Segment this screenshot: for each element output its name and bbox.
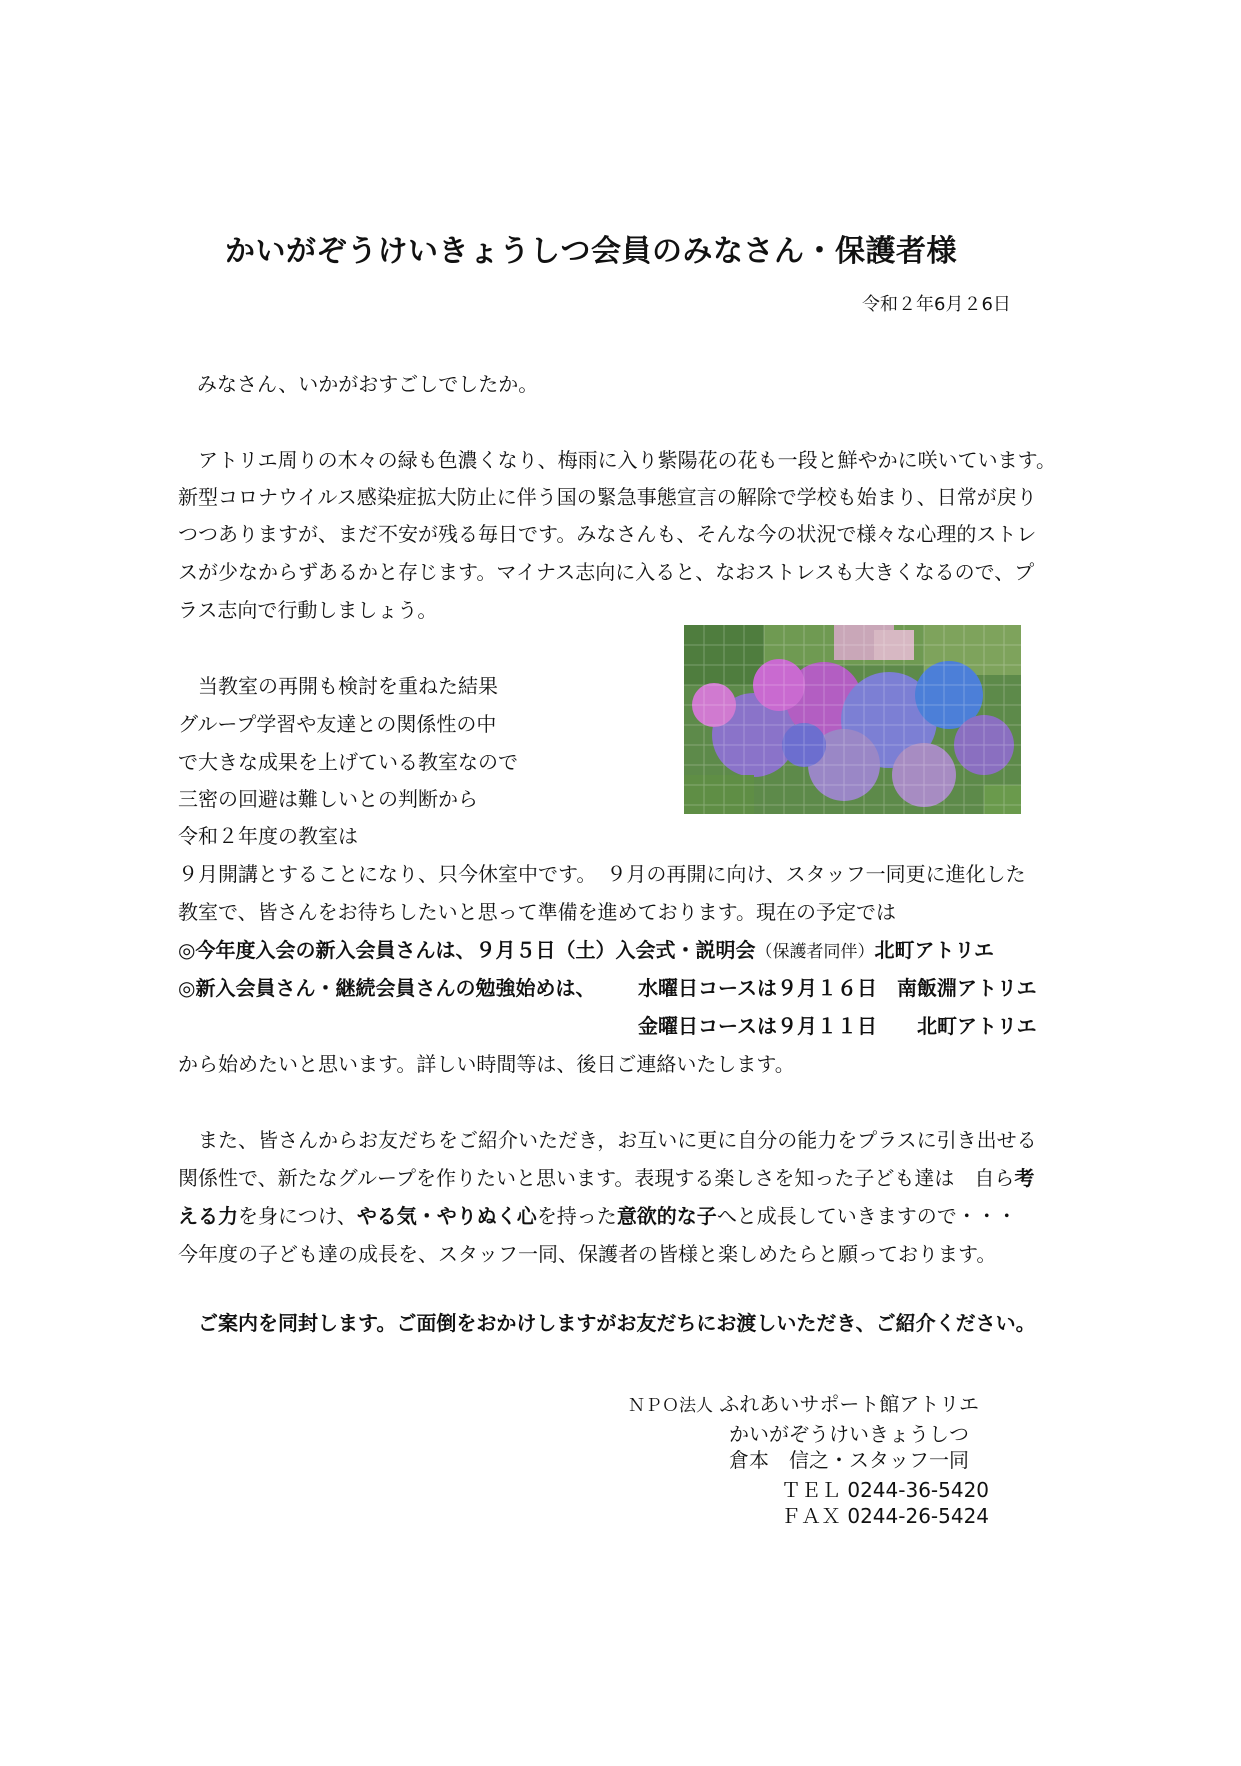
para2-line: 令和２年度の教室は xyxy=(178,824,358,848)
para1-line: スが少なからずあるかと存じます。マイナス志向に入ると、なおストレスも大きくなるので、プ xyxy=(178,560,1035,584)
para2-line: 三密の回避は難しいとの判断から xyxy=(178,787,478,811)
after-schedule: から始めたいと思います。詳しい時間等は、後日ご連絡いたします。 xyxy=(178,1052,795,1076)
schedule-line-3: 金曜日コースは９月１１日 北町アトリエ xyxy=(638,1014,1037,1038)
signature-org-type: ＮＰＯ法人 xyxy=(628,1396,713,1416)
schedule-note: （保護者同伴） xyxy=(755,942,875,962)
signature-school: かいがぞうけいきょうしつ xyxy=(729,1422,969,1446)
para3-emphasis: 意欲的な子 xyxy=(616,1204,717,1228)
closing-note: ご案内を同封します。ご面倒をおかけしますがお友だちにお渡しいただき、ご紹介ください。 xyxy=(198,1311,1036,1335)
para3-emphasis: やる気・やりぬく心 xyxy=(356,1204,537,1228)
page-title: かいがぞうけいきょうしつ会員のみなさん・保護者様 xyxy=(225,234,957,269)
para3-line: また、皆さんからお友だちをご紹介いただき，お互いに更に自分の能力をプラスに引き出せる xyxy=(198,1128,1037,1152)
hydrangea-photo xyxy=(684,625,1021,814)
para2-line: 教室で、皆さんをお待ちしたいと思って準備を進めております。現在の予定では xyxy=(178,900,896,924)
para3-text: 関係性で、新たなグループを作りたいと思います。表現する楽しさを知った子ども達は 自ら xyxy=(178,1166,1015,1190)
schedule-line-2a: ◎新入会員さん・継続会員さんの勉強始めは、 xyxy=(178,976,596,1000)
signature-fax: ＦＡＸ 0244-26-5424 xyxy=(781,1504,990,1528)
letter-date: 令和２年6月２6日 xyxy=(862,294,1011,315)
para3-emphasis: える力 xyxy=(178,1204,238,1228)
para3-line xyxy=(178,1162,1034,1191)
para3-text: を持った xyxy=(536,1204,617,1228)
para2-line: で大きな成果を上げている教室なので xyxy=(178,750,518,774)
para1-line: アトリエ周りの木々の緑も色濃くなり、梅雨に入り紫陽花の花も一段と鮮やかに咲いています。 xyxy=(198,448,1056,472)
para1-line: 新型コロナウイルス感染症拡大防止に伴う国の緊急事態宣言の解除で学校も始まり、日常が戻り xyxy=(178,485,1037,509)
greeting: みなさん、いかがおすごしでしたか。 xyxy=(197,372,539,396)
para3-line: 今年度の子ども達の成長を、スタッフ一同、保護者の皆様と楽しめたらと願っております。 xyxy=(178,1242,997,1266)
para2-line: グループ学習や友達との関係性の中 xyxy=(178,712,497,736)
schedule-line-1 xyxy=(178,934,994,963)
para3-emphasis: 考 xyxy=(1014,1166,1035,1190)
para3-text: へと成長していきますので・・・ xyxy=(716,1204,1017,1228)
para2-line: 当教室の再開も検討を重ねた結果 xyxy=(198,674,498,698)
para1-line: ラス志向で行動しましょう。 xyxy=(178,598,438,622)
schedule-location: 北町アトリエ xyxy=(874,938,995,962)
para3-text: を身につけ、 xyxy=(238,1204,357,1228)
schedule-line-2b: 水曜日コースは９月１６日 南飯淵アトリエ xyxy=(638,976,1037,1000)
signature-tel: ＴＥＬ 0244-36-5420 xyxy=(781,1478,990,1502)
schedule-text: ◎今年度入会の新入会員さんは、９月５日（土）入会式・説明会 xyxy=(178,938,756,962)
para3-line xyxy=(178,1200,1017,1229)
signature-person: 倉本 信之・スタッフ一同 xyxy=(729,1448,969,1472)
para2-line: ９月開講とすることになり、只今休室中です。 ９月の再開に向け、スタッフ一同更に進化した xyxy=(178,862,1026,886)
para1-line: つつありますが、まだ不安が残る毎日です。みなさんも、そんな今の状況で様々な心理的ストレ xyxy=(178,522,1037,546)
signature-org-name: ふれあいサポート館アトリエ xyxy=(719,1392,979,1416)
signature-org xyxy=(628,1388,979,1417)
